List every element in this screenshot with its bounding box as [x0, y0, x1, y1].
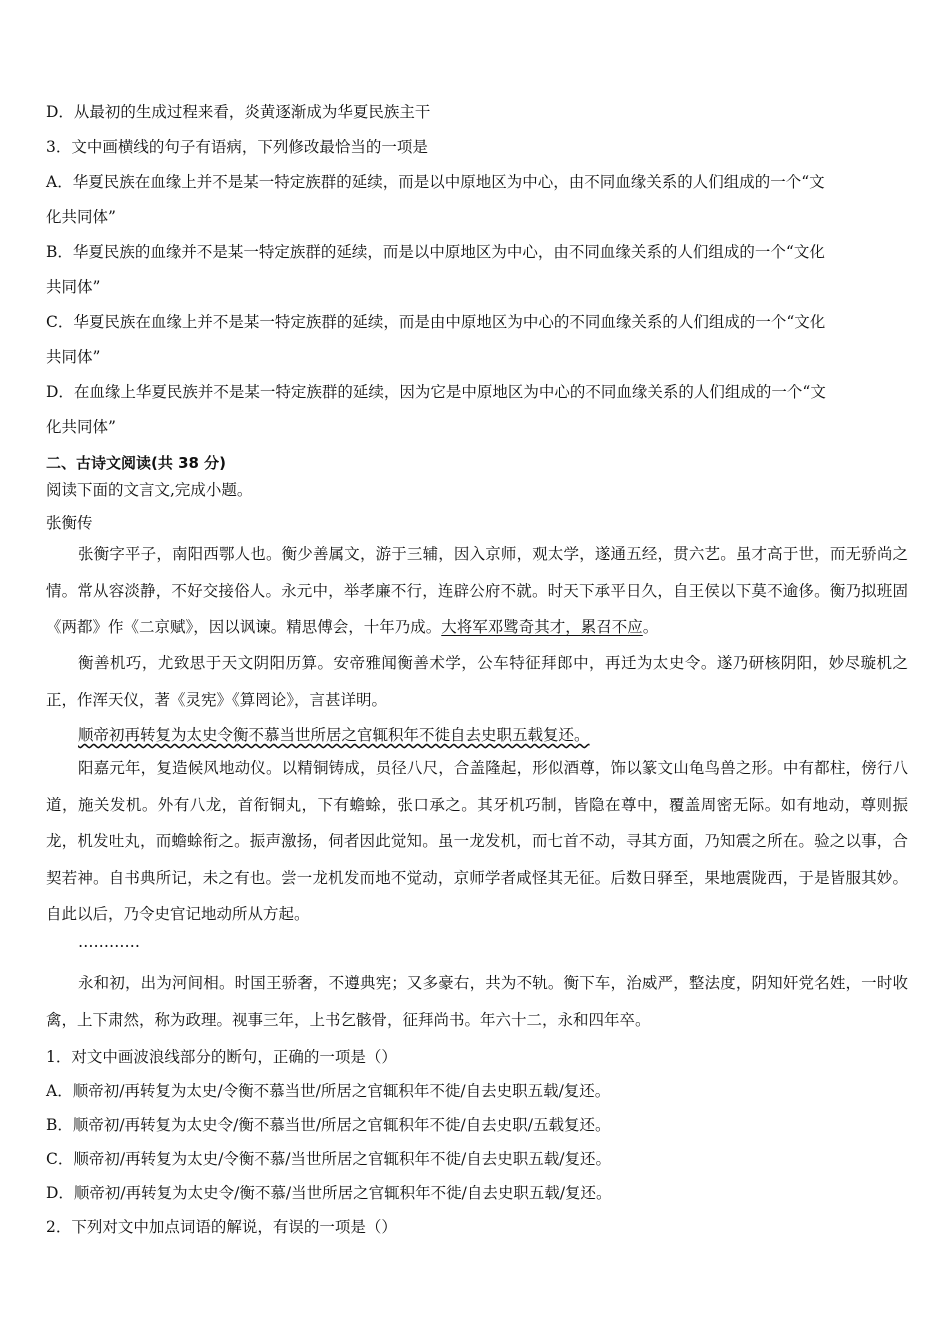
q3-option-d-line2: 化共同体”: [46, 418, 116, 436]
q3-option-a-line1: A．华夏民族在血缘上并不是某一特定族群的延续，而是以中原地区为中心，由不同血缘关系的人们组成的一个“文: [46, 173, 825, 191]
q1-option-c: C．顺帝初/再转复为太史/令衡不慕/当世所居之官辄积年不徙/自去史职五载/复还。: [46, 1150, 611, 1168]
q1-option-a: A．顺帝初/再转复为太史/令衡不慕当世/所居之官辄积年不徙/自去史职五载/复还。: [46, 1082, 611, 1100]
q2-stem: 2．下列对文中加点词语的解说，有误的一项是（）: [46, 1218, 397, 1236]
passage-paragraph-4: 阳嘉元年，复造候风地动仪。以精铜铸成，员径八尺，合盖隆起，形似酒尊，饰以篆文山龟鸟兽之形。中有都柱，傍行八道，施关发机。外有八龙，首衔铜丸，下有蟾蜍，张口承之。其牙机巧制，皆隐在尊中，覆盖周密无际。如有地动，尊则振龙，机发吐丸，而蟾蜍衔之。振声激扬，伺者因此觉知。虽一龙发机，而七首不动，寻其方面，乃知震之所在。验之以事，合契若神。自书典所记，未之有也。尝一龙机发而地不觉动，京师学者咸怪其无征。后数日驿至，果地震陇西，于是皆服其妙。自此以后，乃令史官记地动所从方起。: [46, 759, 908, 923]
paragraph-1-text: 张衡字平子，南阳西鄂人也。衡少善属文，游于三辅，因入京师，观太学，遂通五经，贯六艺。虽才高于世，而无骄尚之情。常从容淡静，不好交接俗人。永元中，举孝廉不行，连辟公府不就。时天下承平日久，自王侯以下莫不逾侈。衡乃拟班固《两都》作《二京赋》，因以讽谏。精思傅会，十年乃成。: [46, 545, 908, 636]
wavy-underlined-sentence: 顺帝初再转复为太史令衡不慕当世所居之官辄积年不徙自去史职五载复还。: [78, 726, 590, 744]
q3-option-c-line2: 共同体”: [46, 348, 101, 366]
q3-option-c-line1: C．华夏民族在血缘上并不是某一特定族群的延续，而是由中原地区为中心的不同血缘关系的人们组成的一个“文化: [46, 313, 826, 331]
q2-option-d: D．从最初的生成过程来看，炎黄逐渐成为华夏民族主干: [46, 103, 431, 121]
paragraph-1-end: 。: [642, 618, 659, 636]
passage-paragraph-3: [46, 717, 908, 754]
q3-option-b-line1: B．华夏民族的血缘并不是某一特定族群的延续，而是以中原地区为中心，由不同血缘关系的人们组成的一个“文化: [46, 243, 825, 261]
q3-option-a-line2: 化共同体”: [46, 208, 116, 226]
question-block-top: [46, 98, 908, 448]
underlined-sentence: 大将军邓骘奇其才，累召不应: [441, 618, 643, 636]
section-instruction: 阅读下面的文言文,完成小题。: [46, 481, 253, 499]
q1-option-b: B．顺帝初/再转复为太史令/衡不慕当世/所居之官辄积年不徙/自去史职/五载复还。: [46, 1116, 611, 1134]
section-heading: 二、古诗文阅读(共 38 分): [46, 454, 227, 472]
q3-option-b-line2: 共同体”: [46, 278, 101, 296]
passage-paragraph-2: 衡善机巧，尤致思于天文阴阳历算。安帝雅闻衡善术学，公车特征拜郎中，再迁为太史令。遂乃研核阴阳，妙尽璇机之正，作浑天仪，著《灵宪》《算罔论》，言甚详明。: [46, 654, 908, 709]
passage-paragraph-5: 永和初，出为河间相。时国王骄奢，不遵典宪；又多豪右，共为不轨。衡下车，治威严，整法度，阴知奸党名姓，一时收禽，上下肃然，称为政理。视事三年，上书乞骸骨，征拜尚书。年六十二，永和四年卒。: [46, 974, 908, 1029]
passage-title: 张衡传: [46, 514, 93, 532]
q1-stem: 1．对文中画波浪线部分的断句，正确的一项是（）: [46, 1048, 397, 1066]
q3-option-d-line1: D．在血缘上华夏民族并不是某一特定族群的延续，因为它是中原地区为中心的不同血缘关系的人们组成的一个“文: [46, 383, 826, 401]
q3-stem: 3．文中画横线的句子有语病，下列修改最恰当的一项是: [46, 138, 428, 156]
ellipsis: …………: [78, 933, 140, 951]
q1-option-d: D．顺帝初/再转复为太史令/衡不慕/当世所居之官辄积年不徙/自去史职五载/复还。: [46, 1184, 612, 1202]
passage-paragraph-1: [46, 536, 908, 646]
